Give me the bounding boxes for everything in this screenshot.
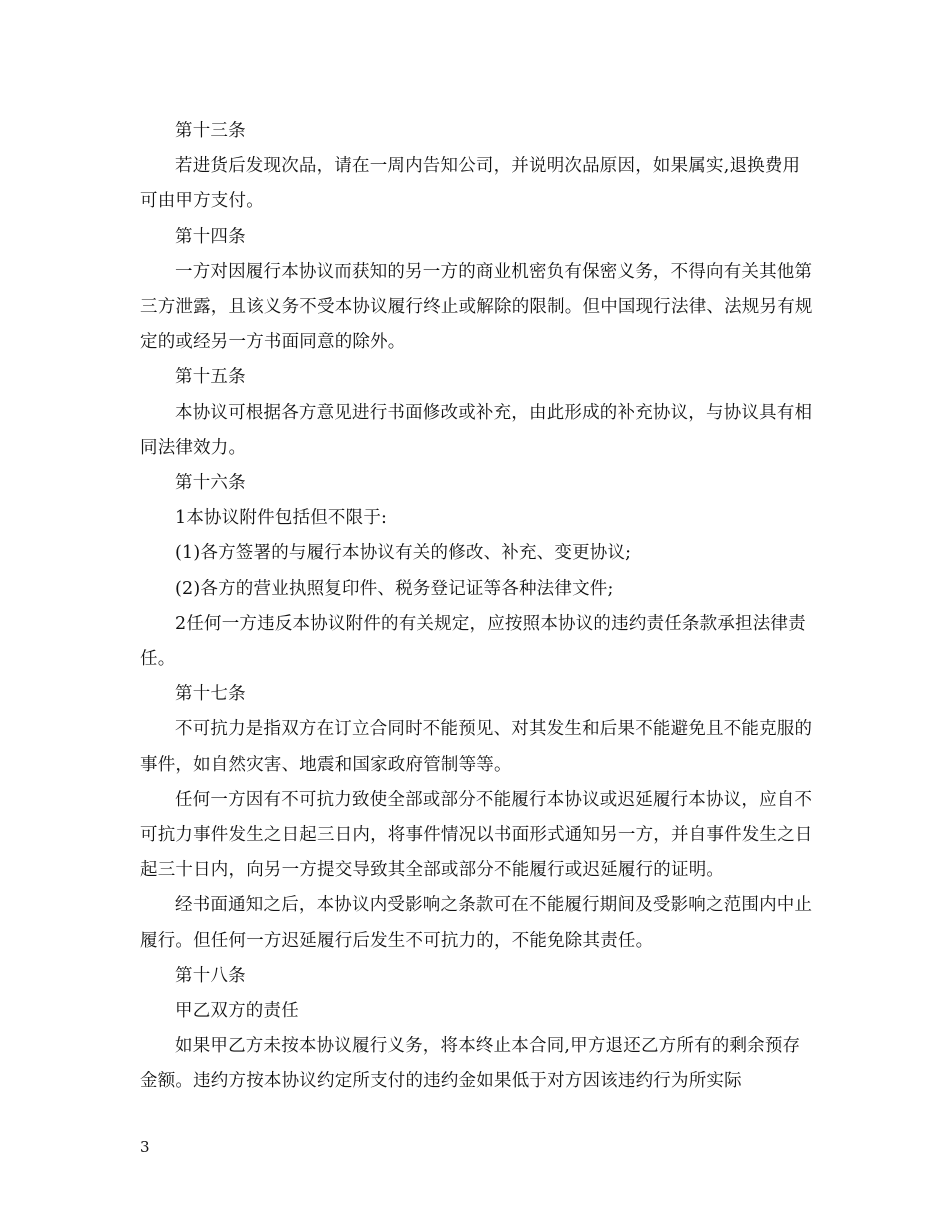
- article-16-subitem-2: (2)各方的营业执照复印件、税务登记证等各种法律文件;: [175, 578, 614, 599]
- article-16-item-2: 2任何一方违反本协议附件的有关规定，应按照本协议的违约责任条款承担法律责任。: [140, 613, 806, 670]
- article-16-item-1: 1本协议附件包括但不限于:: [175, 508, 388, 529]
- article-17-text-2: 任何一方因有不可抗力致使全部或部分不能履行本协议或迟延履行本协议，应自不可抗力事件发生之日起三日内，将事件情况以书面形式通知另一方，并自事件发生之日起三十日内，向另一方提交导致其全部或部分不能履行或迟延履行的证明。: [140, 789, 813, 881]
- article-16-subitem-1: (1)各方签署的与履行本协议有关的修改、补充、变更协议;: [175, 543, 632, 564]
- article-heading-18: 第十八条: [175, 965, 246, 986]
- article-15-text: 本协议可根据各方意见进行书面修改或补充，由此形成的补充协议，与协议具有相同法律效力。: [140, 402, 813, 458]
- article-heading-14: 第十四条: [175, 226, 246, 247]
- article-heading-17: 第十七条: [175, 684, 246, 705]
- article-17-text-3: 经书面通知之后，本协议内受影响之条款可在不能履行期间及受影响之范围内中止履行。但任何一方迟延履行后发生不可抗力的，不能免除其责任。: [140, 895, 813, 951]
- article-heading-15: 第十五条: [175, 367, 246, 388]
- article-13-text: 若进货后发现次品，请在一周内告知公司，并说明次品原因，如果属实,退换费用可由甲方支付。: [140, 156, 801, 212]
- article-18-subtitle: 甲乙双方的责任: [175, 1001, 299, 1022]
- article-17-text-1: 不可抗力是指双方在订立合同时不能预见、对其发生和后果不能避免且不能克服的事件，如自然灾害、地震和国家政府管制等等。: [140, 719, 813, 775]
- article-18-text: 如果甲乙方未按本协议履行义务，将本终止本合同,甲方退还乙方所有的剩余预存金额。违约方按本协议约定所支付的违约金如果低于对方因该违约行为所实际: [140, 1036, 801, 1092]
- article-heading-13: 第十三条: [175, 121, 246, 141]
- document-body: [140, 114, 816, 1100]
- article-14-text: 一方对因履行本协议而获知的另一方的商业机密负有保密义务，不得向有关其他第三方泄露，且该义务不受本协议履行终止或解除的限制。但中国现行法律、法规另有规定的或经另一方书面同意的除外。: [140, 261, 813, 353]
- article-heading-16: 第十六条: [175, 473, 246, 494]
- page-number: 3: [140, 1138, 150, 1156]
